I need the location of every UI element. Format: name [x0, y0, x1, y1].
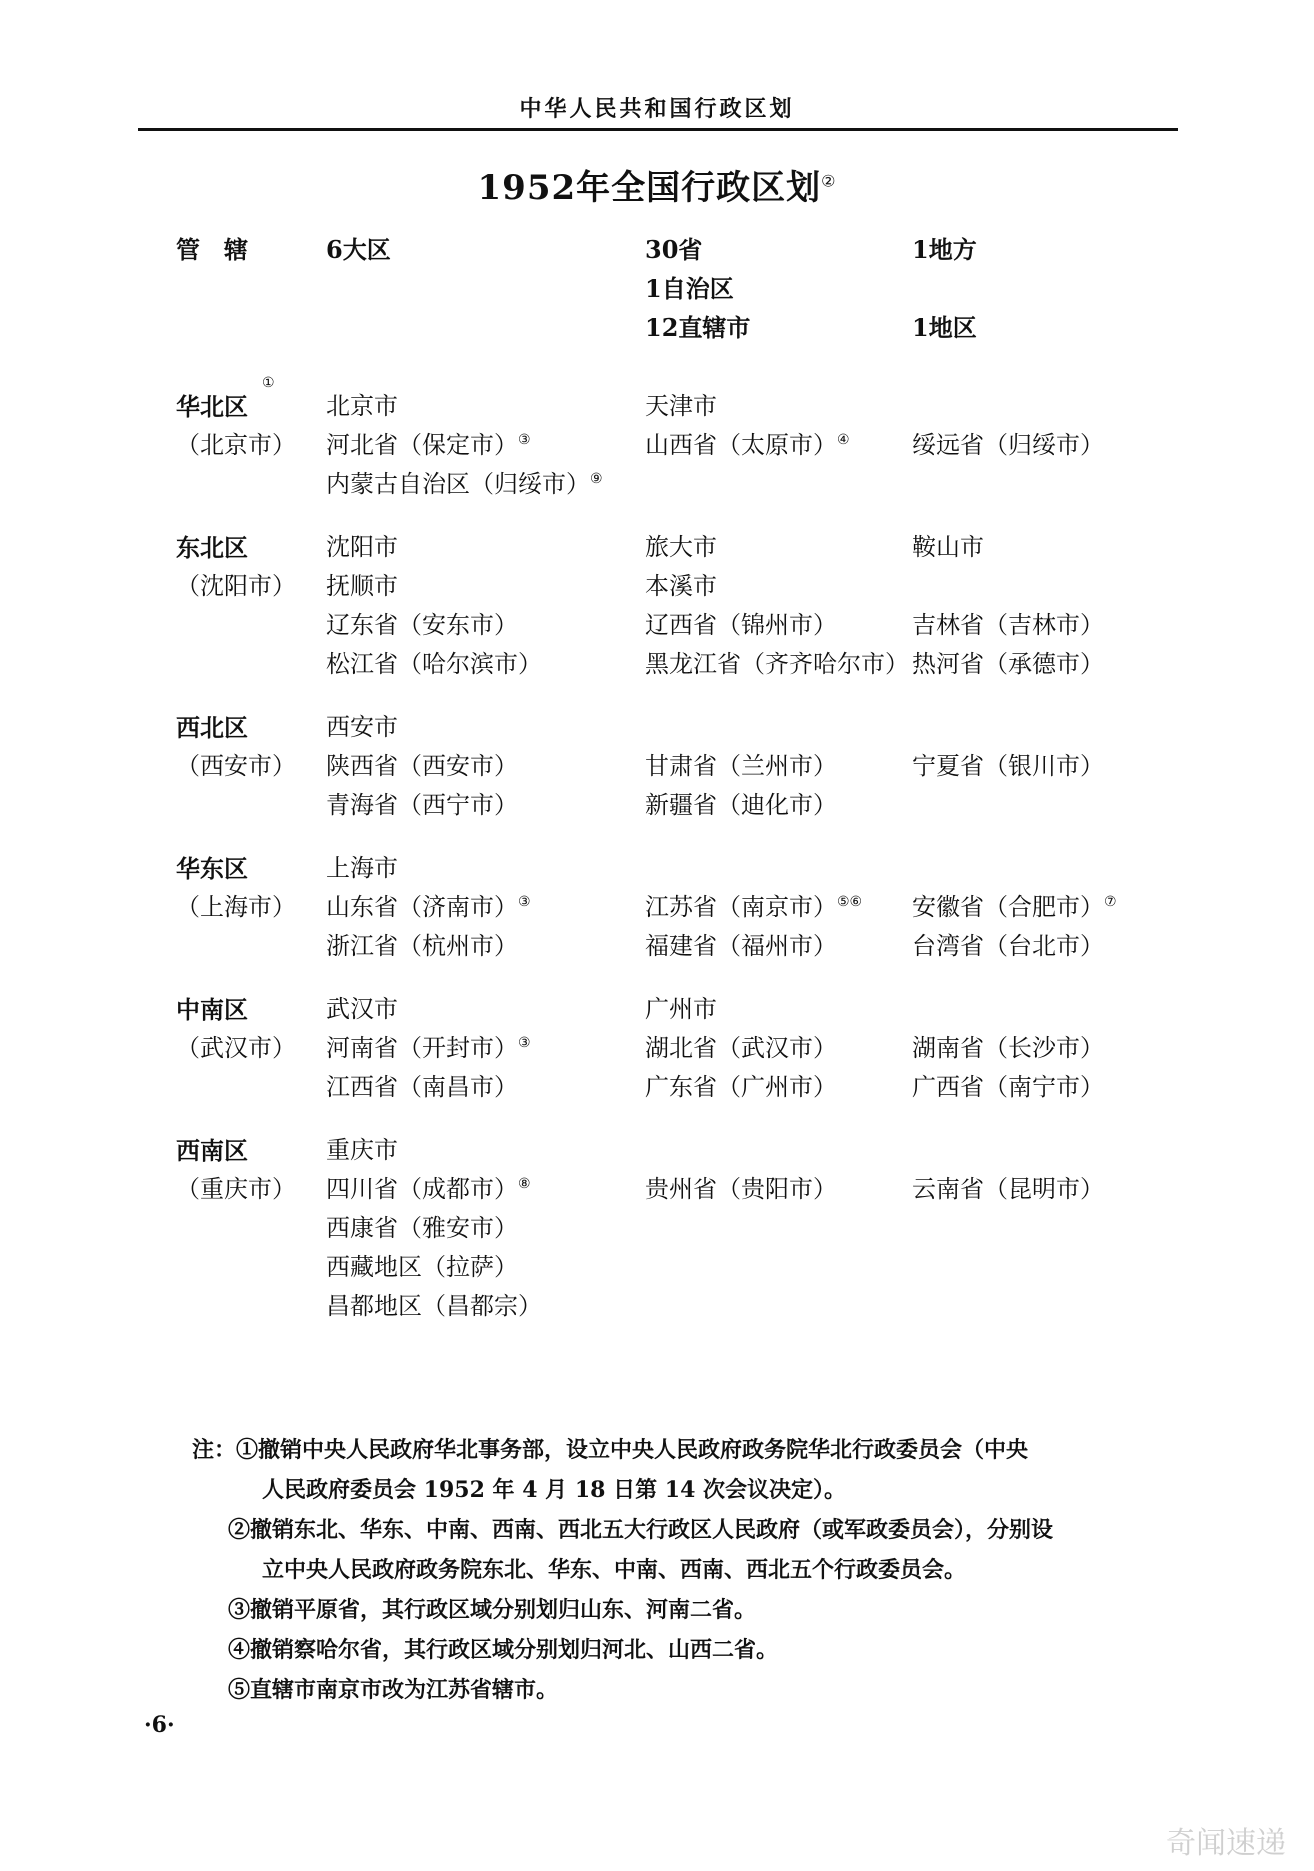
division-name: 内蒙古自治区（归绥市） [326, 470, 590, 498]
division-name: 辽西省（锦州市） [645, 611, 837, 639]
region-row [0, 1131, 1314, 1170]
region-row [0, 465, 1314, 504]
summary-cell: 1自治区 [645, 274, 734, 303]
division-entry [326, 1068, 518, 1107]
title-note-mark: ② [821, 171, 837, 191]
division-name: 热河省（承德市） [912, 650, 1104, 678]
division-entry [326, 387, 398, 426]
division-name: 天津市 [645, 392, 717, 420]
region-row [0, 1029, 1314, 1068]
division-name: 湖北省（武汉市） [645, 1034, 837, 1062]
region-row [0, 426, 1314, 465]
notes [192, 1430, 1192, 1710]
note-3: ③撤销平原省，其行政区域分别划归山东、河南二省。 [228, 1597, 757, 1623]
region-name: 中南区 [176, 995, 248, 1024]
region-row [0, 927, 1314, 966]
division-name: 重庆市 [326, 1136, 398, 1164]
division-name: 陕西省（西安市） [326, 752, 518, 780]
division-entry [326, 1248, 518, 1287]
division-entry [912, 927, 1104, 966]
region-row [0, 1068, 1314, 1107]
region-name: 西南区 [176, 1136, 248, 1165]
summary-row [0, 230, 1314, 269]
division-name: 北京市 [326, 392, 398, 420]
region-seat: （重庆市） [176, 1175, 296, 1203]
division-note-mark: ③ [518, 894, 531, 910]
region-seat: （北京市） [176, 431, 296, 459]
division-name: 西藏地区（拉萨） [326, 1253, 518, 1281]
division-name: 广西省（南宁市） [912, 1073, 1104, 1101]
division-name: 新疆省（迪化市） [645, 791, 837, 819]
division-entry [326, 567, 398, 606]
division-entry [326, 426, 531, 465]
region-row [0, 1170, 1314, 1209]
division-entry [645, 567, 717, 606]
region-row [0, 645, 1314, 684]
note-1 [192, 1430, 1192, 1470]
region-row [0, 1209, 1314, 1248]
division-name: 抚顺市 [326, 572, 398, 600]
division-name: 山西省（太原市） [645, 431, 837, 459]
summary-cell: 1地区 [912, 313, 977, 342]
division-name: 江苏省（南京市） [645, 893, 837, 921]
division-note-mark: ③ [518, 432, 531, 448]
region-row [0, 990, 1314, 1029]
region-seat: （沈阳市） [176, 572, 296, 600]
division-entry [912, 528, 984, 567]
division-name: 昌都地区（昌都宗） [326, 1292, 542, 1320]
region-row [0, 747, 1314, 786]
note-1-text: ①撤销中央人民政府华北事务部，设立中央人民政府政务院华北行政委员会（中央 [236, 1437, 1029, 1463]
region-row [0, 888, 1314, 927]
division-name: 青海省（西宁市） [326, 791, 518, 819]
note-1-cont: 人民政府委员会 1952 年 4 月 18 日第 14 次会议决定）。 [262, 1477, 847, 1503]
summary-row [0, 308, 1314, 347]
division-name: 西康省（雅安市） [326, 1214, 518, 1242]
region-row [0, 849, 1314, 888]
division-name: 黑龙江省（齐齐哈尔市） [645, 650, 909, 678]
watermark: 奇闻速递 [1166, 1826, 1286, 1861]
division-entry [645, 1029, 837, 1068]
division-name: 甘肃省（兰州市） [645, 752, 837, 780]
division-note-mark: ⑦ [1104, 894, 1117, 910]
running-header: 中华人民共和国行政区划 [519, 96, 795, 122]
region-block [0, 708, 1314, 825]
division-name: 鞍山市 [912, 533, 984, 561]
page-title [0, 160, 1314, 209]
note-2-cont: 立中央人民政府政务院东北、华东、中南、西南、西北五个行政委员会。 [262, 1557, 967, 1583]
division-entry [912, 747, 1104, 786]
division-name: 沈阳市 [326, 533, 398, 561]
division-name: 松江省（哈尔滨市） [326, 650, 542, 678]
division-entry [645, 747, 837, 786]
region-row [0, 1248, 1314, 1287]
division-entry [326, 1209, 518, 1248]
division-entry [645, 387, 717, 426]
region-block [0, 528, 1314, 684]
page-title-text: 1952年全国行政区划 [477, 168, 822, 208]
division-entry [326, 849, 398, 888]
summary-cell: 12直辖市 [645, 313, 751, 342]
region-row: 华北区 ① 北京市 天津市 [0, 387, 1314, 426]
division-name: 安徽省（合肥市） [912, 893, 1104, 921]
division-name: 武汉市 [326, 995, 398, 1023]
division-entry [912, 1170, 1104, 1209]
division-name: 广州市 [645, 995, 717, 1023]
region-name: 华东区 [176, 854, 248, 883]
division-name: 四川省（成都市） [326, 1175, 518, 1203]
division-note-mark: ⑧ [518, 1176, 531, 1192]
division-entry [326, 786, 518, 825]
note-2: ②撤销东北、华东、中南、西南、西北五大行政区人民政府（或军政委员会），分别设 [228, 1517, 1054, 1543]
division-entry [645, 426, 850, 465]
division-name: 河南省（开封市） [326, 1034, 518, 1062]
division-entry [645, 1068, 837, 1107]
region-block [0, 375, 1314, 504]
division-entry [645, 606, 837, 645]
division-note-mark: ⑨ [590, 471, 603, 487]
division-name: 福建省（福州市） [645, 932, 837, 960]
summary-cell: 1地方 [912, 235, 977, 264]
region-row [0, 606, 1314, 645]
division-name: 广东省（广州市） [645, 1073, 837, 1101]
division-name: 江西省（南昌市） [326, 1073, 518, 1101]
region-row [0, 1287, 1314, 1326]
division-table [0, 230, 1314, 1350]
division-entry [326, 606, 518, 645]
note-5: ⑤直辖市南京市改为江苏省辖市。 [228, 1677, 559, 1703]
division-entry [645, 528, 717, 567]
division-name: 台湾省（台北市） [912, 932, 1104, 960]
division-name: 上海市 [326, 854, 398, 882]
summary-label: 管 辖 [176, 235, 248, 264]
header-rule [138, 128, 1178, 131]
division-entry [645, 1170, 837, 1209]
region-block [0, 849, 1314, 966]
division-entry [326, 1287, 542, 1326]
region-name: 东北区 [176, 533, 248, 562]
division-entry [912, 645, 1104, 684]
division-name: 浙江省（杭州市） [326, 932, 518, 960]
division-note-mark: ⑤⑥ [837, 894, 863, 910]
region-block [0, 990, 1314, 1107]
division-entry [326, 927, 518, 966]
region-name: 华北区 [176, 392, 248, 421]
summary-cell: 30省 [645, 235, 703, 264]
division-entry [326, 1170, 531, 1209]
division-entry [912, 1068, 1104, 1107]
summary-row [0, 269, 1314, 308]
region-row [0, 528, 1314, 567]
region-row [0, 708, 1314, 747]
division-entry [912, 1029, 1104, 1068]
division-entry [645, 888, 862, 927]
division-entry [326, 645, 542, 684]
division-name: 绥远省（归绥市） [912, 431, 1104, 459]
division-name: 山东省（济南市） [326, 893, 518, 921]
division-name: 宁夏省（银川市） [912, 752, 1104, 780]
division-name: 贵州省（贵阳市） [645, 1175, 837, 1203]
notes-label: 注： [192, 1437, 237, 1463]
note-4: ④撤销察哈尔省，其行政区域分别划归河北、山西二省。 [228, 1637, 779, 1663]
region-seat: （武汉市） [176, 1034, 296, 1062]
division-note-mark: ③ [518, 1035, 531, 1051]
region-block [0, 1131, 1314, 1326]
division-name: 辽东省（安东市） [326, 611, 518, 639]
page-number: ·6· [144, 1712, 175, 1738]
division-entry [645, 990, 717, 1029]
summary-cell: 6大区 [326, 235, 391, 264]
division-entry [326, 888, 531, 927]
division-note-mark: ④ [837, 432, 850, 448]
division-entry [326, 990, 398, 1029]
division-entry [645, 645, 909, 684]
division-entry [326, 528, 398, 567]
region-seat: （西安市） [176, 752, 296, 780]
division-entry [326, 1029, 531, 1068]
division-name: 湖南省（长沙市） [912, 1034, 1104, 1062]
region-row [0, 567, 1314, 606]
division-name: 河北省（保定市） [326, 431, 518, 459]
division-name: 旅大市 [645, 533, 717, 561]
division-name: 吉林省（吉林市） [912, 611, 1104, 639]
division-entry [326, 465, 603, 504]
region-name: 西北区 [176, 713, 248, 742]
division-entry [326, 708, 398, 747]
division-entry [645, 786, 837, 825]
division-entry [645, 927, 837, 966]
division-entry [912, 606, 1104, 645]
division-name: 云南省（昆明市） [912, 1175, 1104, 1203]
division-name: 西安市 [326, 713, 398, 741]
region-seat: （上海市） [176, 893, 296, 921]
regions-list [0, 375, 1314, 1350]
division-entry [912, 426, 1104, 465]
division-entry [326, 747, 518, 786]
division-entry [326, 1131, 398, 1170]
region-row [0, 786, 1314, 825]
division-entry [912, 888, 1117, 927]
division-name: 本溪市 [645, 572, 717, 600]
